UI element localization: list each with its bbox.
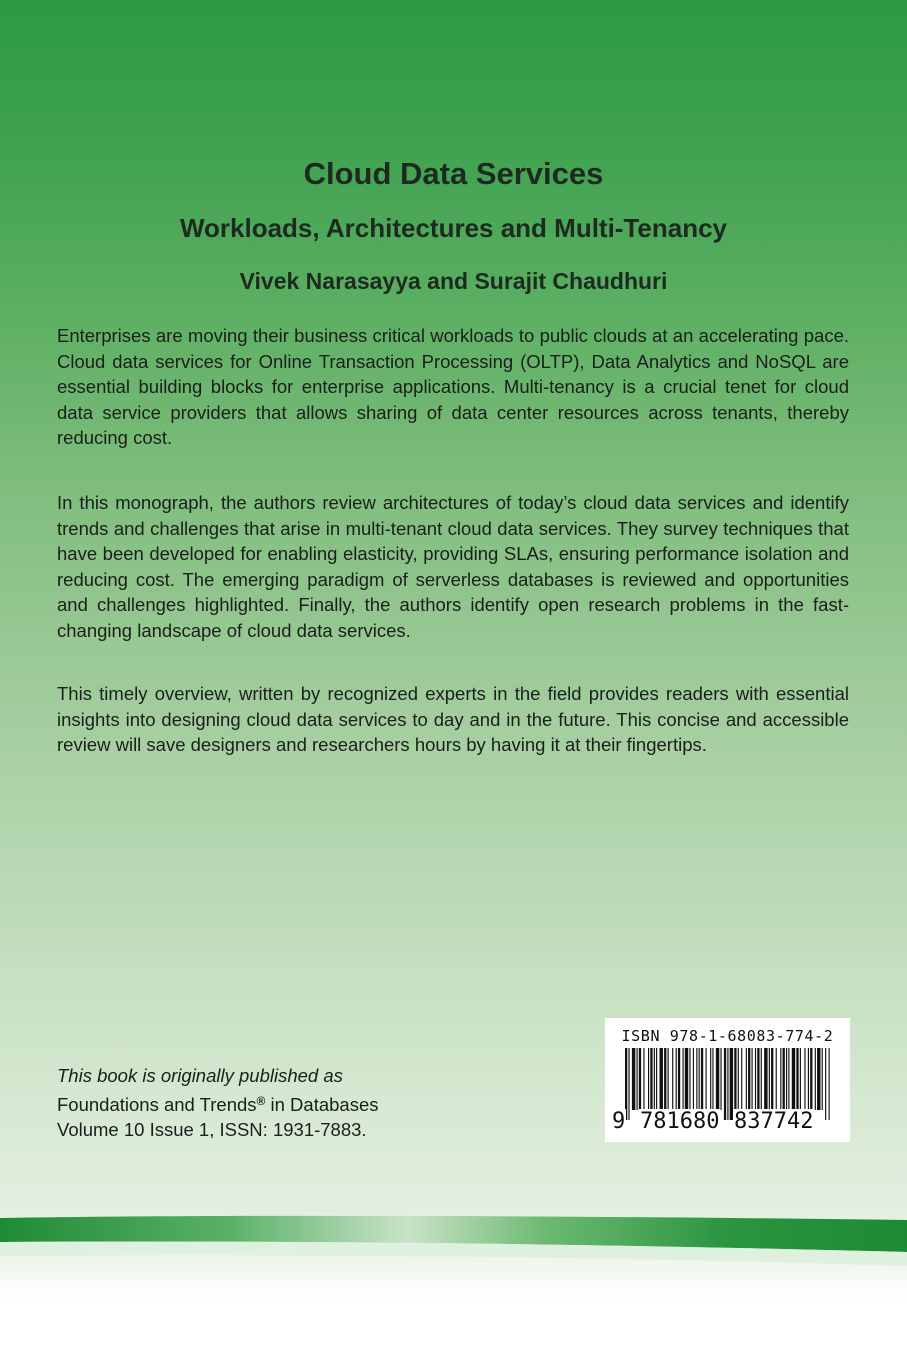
barcode-bar: [678, 1048, 680, 1110]
barcode-bar: [817, 1048, 820, 1110]
barcode-bar: [724, 1048, 726, 1120]
barcode-bar: [706, 1048, 707, 1110]
barcode-bar: [656, 1048, 657, 1110]
barcode-bar: [755, 1048, 756, 1110]
barcode-bar: [829, 1048, 830, 1120]
barcode-bar: [796, 1048, 798, 1110]
barcode-bar: [769, 1048, 770, 1110]
barcode-bar: [632, 1048, 635, 1110]
barcode-bar: [701, 1048, 703, 1110]
isbn-digit-lead: 9: [612, 1109, 626, 1134]
book-authors: Vivek Narasayya and Surajit Chaudhuri: [239, 268, 668, 294]
barcode-bar: [800, 1048, 801, 1110]
barcode-bar: [660, 1048, 663, 1110]
green-swoosh-band: [0, 1212, 907, 1272]
barcode-bar: [683, 1048, 684, 1110]
series-name: Foundations and Trends: [57, 1093, 257, 1115]
barcode-bar: [746, 1048, 747, 1110]
barcode-bar: [628, 1048, 629, 1120]
barcode-bar: [648, 1048, 649, 1110]
book-subtitle: Workloads, Architectures and Multi-Tenancy: [179, 213, 728, 243]
barcode-bar: [689, 1048, 690, 1110]
publication-intro: This book is originally published as: [57, 1065, 343, 1086]
barcode-bar: [699, 1048, 700, 1110]
barcode-bar: [783, 1048, 785, 1110]
barcode-bar: [825, 1048, 826, 1120]
barcode-bar: [716, 1048, 719, 1110]
barcode-bar: [815, 1048, 816, 1110]
barcode-bar: [804, 1048, 805, 1110]
barcode-bar: [776, 1048, 777, 1110]
publication-volume: Volume 10 Issue 1, ISSN: 1931-7883.: [57, 1119, 367, 1140]
registered-mark: ®: [256, 1093, 266, 1108]
barcode-bar: [664, 1048, 666, 1110]
series-suffix: in Databases: [265, 1093, 379, 1115]
barcode-bar: [734, 1048, 736, 1110]
barcode-bar: [788, 1048, 789, 1110]
barcode-bar: [720, 1048, 721, 1110]
barcode-bar: [643, 1048, 644, 1110]
barcode-bar: [748, 1048, 750, 1110]
publication-series: [57, 1089, 379, 1118]
barcode-bar: [786, 1048, 787, 1110]
barcode-bar: [639, 1048, 641, 1110]
barcode-bar: [668, 1048, 669, 1110]
barcode-bar: [822, 1048, 823, 1110]
barcode-bar: [676, 1048, 677, 1110]
barcode-bar: [792, 1048, 795, 1110]
barcode-bar: [752, 1048, 753, 1110]
barcode-bar: [650, 1048, 652, 1110]
barcode-bar: [810, 1048, 812, 1110]
barcode-bar: [808, 1048, 809, 1110]
barcode-bar: [757, 1048, 759, 1110]
isbn-label: ISBN 978-1-68083-774-2: [621, 1027, 834, 1045]
barcode-bar: [672, 1048, 673, 1110]
barcode-bar: [654, 1048, 655, 1110]
description-paragraph-1: Enterprises are moving their business critical workloads to public clouds at an accelerating pace. Cloud data services for Online Transaction Processing (OLTP), Data Analytics and NoSQL are essential building blocks for enterprise applications. Multi-tenancy is a crucial tenet for cloud data service providers that allows sharing of data center resources across tenants, thereby reducing cost.: [57, 325, 849, 449]
isbn-digits-right: 837742: [734, 1109, 814, 1134]
barcode-bar: [738, 1048, 739, 1110]
barcode-bar: [637, 1048, 638, 1110]
isbn-digits-left: 781680: [640, 1109, 720, 1134]
publication-note: [57, 1063, 379, 1143]
barcode-bar: [727, 1048, 728, 1120]
barcode-bar: [761, 1048, 762, 1110]
isbn-barcode: [605, 1018, 850, 1142]
barcode-bar: [764, 1048, 767, 1110]
barcode-bar: [710, 1048, 711, 1110]
barcode-bar: [780, 1048, 781, 1110]
barcode-bar: [696, 1048, 697, 1110]
barcode-bar: [685, 1048, 688, 1110]
barcode-bar: [741, 1048, 742, 1110]
description-paragraph-2: In this monograph, the authors review architectures of today’s cloud data services and identify trends and challenges that arise in multi-tenant cloud data services. They survey techniques that have been developed for enabling elasticity, providing SLAs, ensuring performance isolation and reducing cost. The emerging paradigm of serverless databases is reviewed and opportunities and challenges highlighted. Finally, the authors identify open research problems in the fast-changing landscape of cloud data services.: [57, 492, 849, 641]
barcode-bar: [771, 1048, 773, 1110]
book-title: Cloud Data Services: [303, 156, 604, 191]
barcode-bar: [712, 1048, 713, 1110]
barcode-bar: [693, 1048, 694, 1110]
description-paragraph-3: This timely overview, written by recognized experts in the field provides readers with essential insights into designing cloud data services to day and in the future. This concise and accessible review will save designers and researchers hours by having it at their fingertips.: [57, 683, 849, 756]
